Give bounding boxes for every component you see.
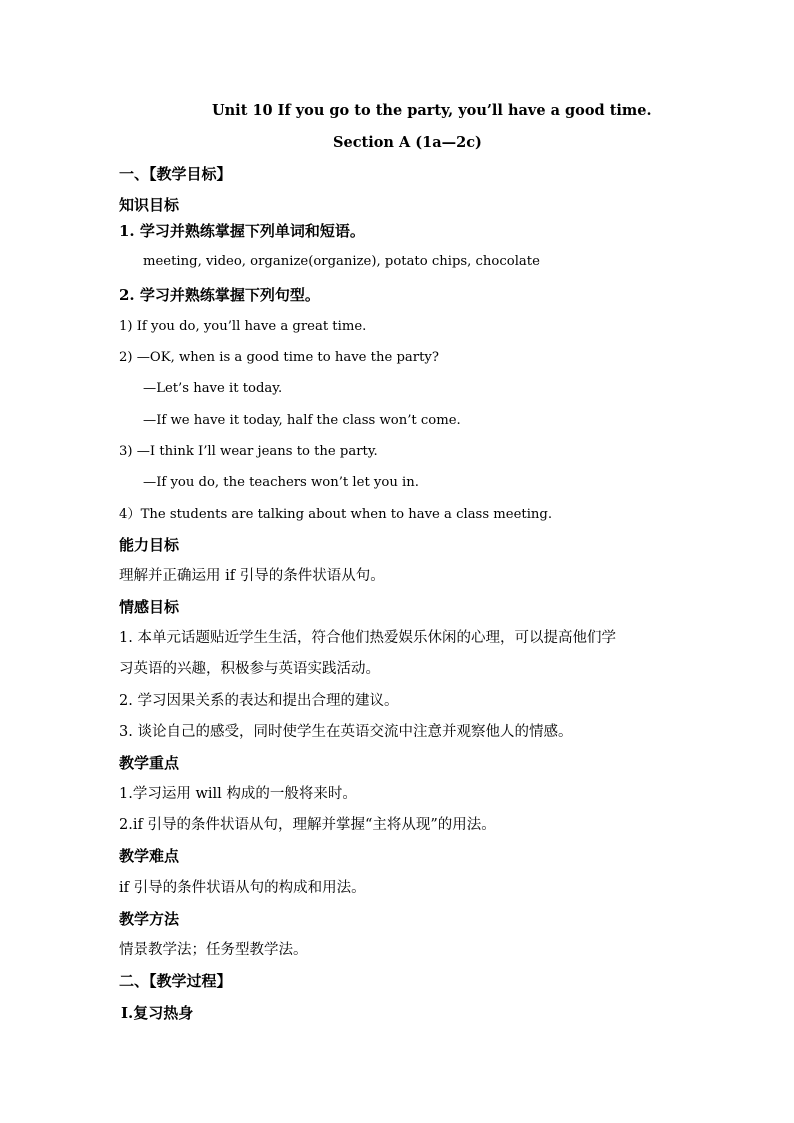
emotion-item-3: 3. 谈论自己的感受，同时使学生在英语交流中注意并观察他人的情感。 xyxy=(119,724,573,740)
emotion-objectives-heading: 情感目标 xyxy=(119,598,180,616)
teaching-method-heading: 教学方法 xyxy=(119,910,180,928)
teaching-difficulty-heading: 教学难点 xyxy=(119,847,180,865)
sentence-2b: —Let’s have it today. xyxy=(143,381,283,396)
sentence-2a: 2) —OK, when is a good time to have the party? xyxy=(119,350,439,365)
teaching-focus-1: 1.学习运用 will 构成的一般将来时。 xyxy=(119,786,357,802)
emotion-item-1-line-2: 习英语的兴趣，积极参与英语实践活动。 xyxy=(119,661,380,677)
teaching-method-text: 情景教学法；任务型教学法。 xyxy=(119,942,308,958)
document-subtitle: Section A (1a—2c) xyxy=(333,134,482,151)
vocabulary-list: meeting, video, organize(organize), potato chips, chocolate xyxy=(143,254,540,269)
sentence-3a: 3) —I think I’ll wear jeans to the party. xyxy=(119,444,378,459)
sentence-3b: —If you do, the teachers won’t let you in. xyxy=(143,475,419,490)
section-heading-process: 二、【教学过程】 xyxy=(119,972,232,990)
knowledge-objectives-heading: 知识目标 xyxy=(119,196,180,214)
knowledge-item-2: 2. 学习并熟练掌握下列句型。 xyxy=(119,286,320,304)
sentence-1: 1) If you do, you’ll have a great time. xyxy=(119,319,367,334)
teaching-focus-2: 2.if 引导的条件状语从句，理解并掌握“主将从现”的用法。 xyxy=(119,817,496,833)
sentence-4: 4）The students are talking about when to have a class meeting. xyxy=(119,507,553,522)
section-heading-objectives: 一、【教学目标】 xyxy=(119,165,232,183)
ability-objectives-text: 理解并正确运用 if 引导的条件状语从句。 xyxy=(119,568,385,584)
teaching-difficulty-text: if 引导的条件状语从句的构成和用法。 xyxy=(119,880,366,896)
ability-objectives-heading: 能力目标 xyxy=(119,536,180,554)
emotion-item-1-line-1: 1. 本单元话题贴近学生生活，符合他们热爱娱乐休闲的心理，可以提高他们学 xyxy=(119,630,616,646)
step-1-heading: Ⅰ.复习热身 xyxy=(121,1004,194,1022)
teaching-focus-heading: 教学重点 xyxy=(119,754,180,772)
document-title: Unit 10 If you go to the party, you’ll have a good time. xyxy=(212,102,652,119)
sentence-2c: —If we have it today, half the class won’t come. xyxy=(143,413,461,428)
knowledge-item-1: 1. 学习并熟练掌握下列单词和短语。 xyxy=(119,222,365,240)
emotion-item-2: 2. 学习因果关系的表达和提出合理的建议。 xyxy=(119,693,399,709)
